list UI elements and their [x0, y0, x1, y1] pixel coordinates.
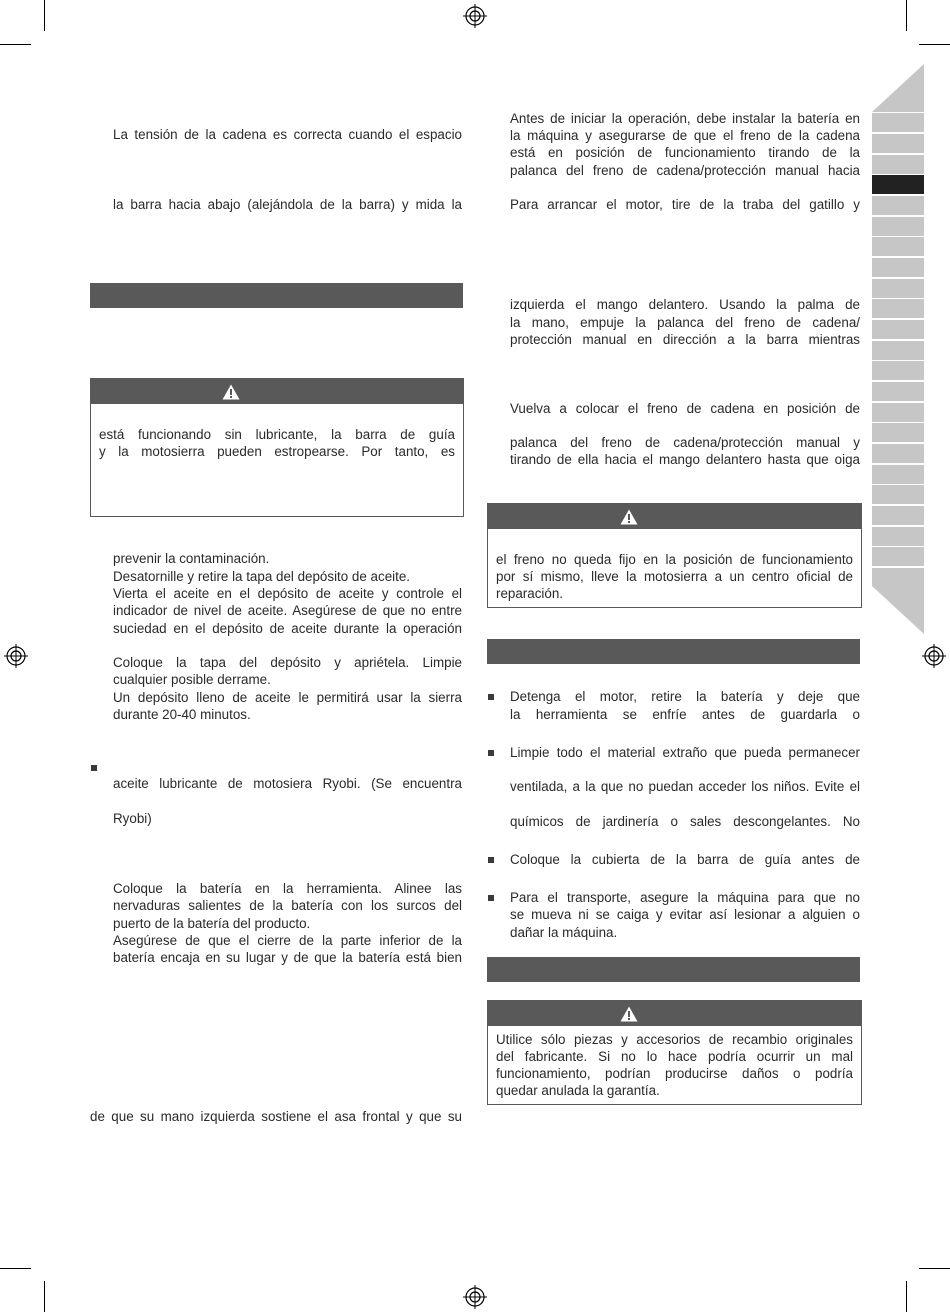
body-text-line: puerto de la batería del producto.: [113, 916, 311, 931]
language-tab: [872, 361, 924, 380]
warning-box: [90, 378, 464, 517]
body-text-line: Antes de iniciar la operación, debe instalar la batería en: [510, 111, 860, 126]
language-tab: [872, 444, 924, 463]
bullet-text-line: dañar la máquina.: [510, 925, 618, 940]
warning-triangle-icon: [620, 509, 638, 525]
registration-mark-icon: [463, 4, 487, 28]
body-text-line: Un depósito lleno de aceite le permitirá usar la sierra: [113, 690, 462, 705]
warning-text-line: el freno no queda fijo en la posición de funcionamiento: [496, 552, 853, 567]
body-text-line: está en posición de funcionamiento tirando de la: [510, 145, 860, 160]
crop-mark: [44, 0, 45, 31]
body-text-line: palanca del freno de cadena/protección manual y: [510, 435, 860, 450]
bullet: [488, 694, 494, 700]
bullet-text-line: químicos de jardinería o sales descongelantes. No: [510, 814, 860, 829]
bullet-text-line: Para el transporte, asegure la máquina para que no: [510, 890, 860, 905]
bullet-text-line: ventilada, a la que no puedan acceder los niños. Evite el: [510, 779, 860, 794]
warning-triangle-icon: [620, 1006, 638, 1022]
body-text-line: tirando de ella hacia el mango delantero hasta que oiga: [510, 452, 860, 467]
warning-triangle-icon: [222, 384, 240, 400]
language-tab: [872, 258, 924, 277]
body-text-line: aceite lubricante de motosiera Ryobi. (Se encuentra: [113, 776, 462, 791]
body-text-line: nervaduras salientes de la batería con los surcos del: [113, 898, 462, 913]
section-header-bar: [487, 639, 860, 664]
language-tab: [872, 485, 924, 504]
registration-mark-icon: [922, 644, 946, 668]
registration-mark-icon: [4, 644, 28, 668]
warning-box: [487, 1000, 862, 1105]
language-tab: [872, 423, 924, 442]
warning-text-line: del fabricante. Si no lo hace podría ocurrir un mal: [496, 1049, 853, 1064]
body-text-line: Coloque la tapa del depósito y apriétela. Limpie: [113, 655, 462, 670]
body-text-line: indicador de nivel de aceite. Asegúrese de que no entre: [113, 603, 462, 618]
language-tab: [872, 568, 924, 586]
warning-header: [488, 1001, 861, 1026]
language-tab-active: [872, 175, 924, 194]
bullet-text-line: Coloque la cubierta de la barra de guía antes de: [510, 852, 860, 867]
body-text-line: durante 20-40 minutos.: [113, 707, 251, 722]
warning-header: [91, 379, 463, 404]
language-tab: [872, 196, 924, 215]
body-text-line: prevenir la contaminación.: [113, 551, 270, 566]
language-tab: [872, 320, 924, 339]
bullet-text-line: la herramienta se enfríe antes de guardarla o: [510, 707, 860, 722]
crop-mark: [0, 1268, 31, 1269]
body-text-line: La tensión de la cadena es correcta cuando el espacio: [113, 127, 462, 142]
bullet: [488, 750, 494, 756]
bullet-text-line: se mueva ni se caiga y evitar así lesionar a alguien o: [510, 907, 860, 922]
language-tab: [872, 382, 924, 401]
language-tab: [872, 465, 924, 484]
bullet: [91, 765, 97, 771]
body-text-line: Para arrancar el motor, tire de la traba del gatillo y: [510, 197, 860, 212]
crop-mark: [44, 1281, 45, 1312]
language-tab: [872, 299, 924, 318]
body-text-line: suciedad en el depósito de aceite durante la operación: [113, 621, 462, 636]
body-text-line: cualquier posible derrame.: [113, 672, 271, 687]
body-text-line: Vuelva a colocar el freno de cadena en posición de: [510, 401, 860, 416]
section-header-bar: [90, 283, 463, 308]
warning-text-line: Utilice sólo piezas y accesorios de recambio originales: [496, 1032, 853, 1047]
bullet: [488, 895, 494, 901]
tab-wedge-bottom: [872, 586, 924, 634]
body-text-line: Vierta el aceite en el depósito de aceite y controle el: [113, 586, 462, 601]
language-tab: [872, 341, 924, 360]
body-text-line: Coloque la batería en la herramienta. Alinee las: [113, 881, 462, 896]
warning-text-line: está funcionando sin lubricante, la barra de guía: [99, 427, 455, 442]
bullet: [488, 857, 494, 863]
body-text-line: Asegúrese de que el cierre de la parte inferior de la: [113, 933, 462, 948]
bullet-text-line: Limpie todo el material extraño que pueda permanecer: [510, 745, 860, 760]
language-tab: [872, 403, 924, 422]
warning-header: [488, 504, 861, 529]
body-text-line: la mano, empuje la palanca del freno de cadena/: [510, 315, 860, 330]
warning-text-line: reparación.: [496, 586, 563, 601]
bullet-text-line: Detenga el motor, retire la batería y deje que: [510, 689, 860, 704]
registration-mark-icon: [463, 1285, 487, 1309]
body-text-line: izquierda el mango delantero. Usando la palma de: [510, 297, 860, 312]
body-text-line: protección manual en dirección a la barra mientras: [510, 332, 860, 347]
language-tab: [872, 547, 924, 566]
body-text-line: la barra hacia abajo (alejándola de la barra) y mida la: [113, 197, 462, 212]
language-tab: [872, 527, 924, 546]
language-tab: [872, 237, 924, 256]
body-text-line: palanca del freno de cadena/protección manual hacia: [510, 163, 860, 178]
warning-text-line: y la motosierra pueden estropearse. Por tanto, es: [99, 444, 455, 459]
language-tab: [872, 113, 924, 132]
body-text-line: batería encaja en su lugar y de que la batería está bien: [113, 950, 462, 965]
warning-text-line: funcionamiento, podrían producirse daños o podría: [496, 1066, 853, 1081]
language-tab: [872, 506, 924, 525]
body-text-line: la máquina y asegurarse de que el freno de la cadena: [510, 128, 860, 143]
language-tab: [872, 217, 924, 236]
language-tab: [872, 134, 924, 153]
warning-box: [487, 503, 862, 608]
language-tabs: [872, 0, 924, 1312]
body-text-line: Ryobi): [113, 811, 152, 826]
warning-text-line: por sí mismo, lleve la motosierra a un centro oficial de: [496, 569, 853, 584]
warning-text-line: quedar anulada la garantía.: [496, 1083, 660, 1098]
language-tab: [872, 155, 924, 174]
body-text-line: Desatornille y retire la tapa del depósito de aceite.: [113, 569, 411, 584]
body-text-line: de que su mano izquierda sostiene el asa frontal y que su: [90, 1109, 462, 1124]
section-header-bar: [487, 957, 860, 982]
crop-mark: [0, 44, 31, 45]
language-tab: [872, 279, 924, 298]
